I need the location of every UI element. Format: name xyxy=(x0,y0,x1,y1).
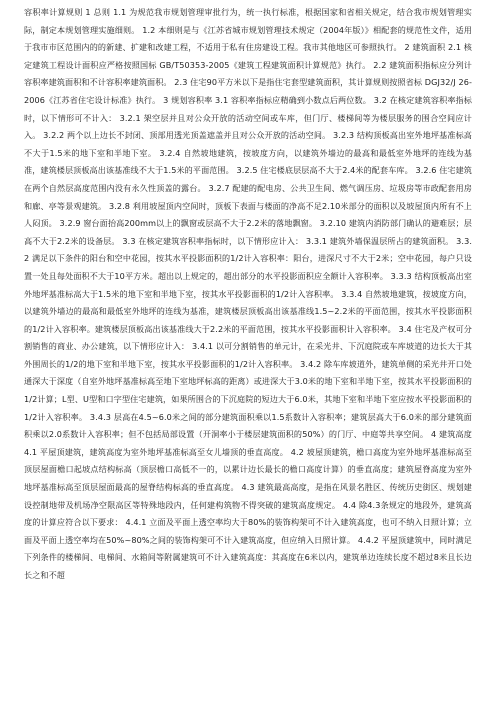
body-paragraph: 容积率计算规则 1 总则 1.1 为规范我市规划管理审批行为，统一执行标准，根据国家和省相关规定，结合我市规划管理实际，制定本规划管理实施细则。 1.2 本细则是与《江苏省城市规划管理技术规定（2004年版）》相配套的规范性文件，适用于我市市区范围内的的新建、扩建和改建工程，不适用于私有住房建设工程。我市其他地区可参照执行。 2 建筑面积 2.1 核定建筑工程设计面积应严格按照国标 GB/T50353-2005《建筑工程建筑面积计算规范》执行。 2.2 建筑面积指标应分列计容积率建筑面积和不计容积率建筑面积。 2.3 住宅90平方米以下是指住宅套型建筑面积，其计算规则按照省标 DGJ32/J 26-2006《江苏省住宅设计标准》执行。 3 规划容积率 3.1 容积率指标应精确到小数点后两位数。 3.2 在核定建筑容积率指标时，以下情形可不计入： 3.2.1 架空层并且对公众开放的活动空间或车库，但门厅、楼梯间等为楼层服务的围合空间应计入。 3.2.2 两个以上边长不封闭、顶部用透光顶盖遮盖并且对公众开放的活动空间。 3.2.3 结构顶板高出室外地坪基准标高不大于1.5米的地下室和半地下室。 3.2.4 自然坡地建筑，按坡度方向，以建筑外墙边的最高和最低室外地坪的连线为基准，建筑楼层顶板高出该基准线不大于1.5米的平面范围。 3.2.5 住宅楼底层层高不大于2.4米的配套车库。 3.2.6 住宅建筑在两个自然层高度范围内没有永久性顶盖的露台。 3.2.7 配建的配电房、公共卫生间、燃气调压房、垃圾房等市政配套用房和廊、亭等景观建筑。 3.2.8 利用坡屋顶内空间时，顶板下表面与楼面的净高不足2.10米部分的面积以及坡屋顶内所有不上人闷顶。 3.2.9 窗台面抬高200mm以上的飘窗或层高不大于2.2米的落地飘窗。 3.2.10 建筑内消防部门确认的避难层；层高不大于2.2米的设备层。 3.3 在核定建筑容积率指标时，以下情形应计入： 3.3.1 建筑外墙保温层所占的建筑面积。 3.3.2 满足以下条件的阳台和空中花园，按其水平投影面积的1/2计入容积率：阳台，进深尺寸不大于2米；空中花园，每户只设置一处且每处面积不大于10平方米。超出以上规定的，超出部分的水平投影面积应全额计入容积率。 3.3.3 结构顶板高出室外地坪基准标高大于1.5米的地下室和半地下室，按其水平投影面积的1/2计入容积率。 3.3.4 自然坡地建筑，按坡度方向，以建筑外墙边的最高和最低室外地坪的连线为基准，建筑楼层顶板高出该基准线1.5~2.2米的平面范围，按其水平投影面积的1/2计入容积率。建筑楼层顶板高出该基准线大于2.2米的平面范围，按其水平投影面积计入容积率。 3.4 住宅及产权可分割销售的商业、办公建筑，以下情形应计入： 3.4.1 以可分割销售的单元计，在采光井、下沉庭院或车库坡道的边长大于其外围周长的1/2的地下室和半地下室，按其水平投影面积的1/2计入容积率。 3.4.2 除车库坡道外，建筑单侧的采光井开口处通深大于深度（自室外地坪基准标高至地下室地坪标高的距离）或进深大于3.0米的地下室和半地下室，按其水平投影面积的1/2计算；L型、U型和口字型住宅建筑，如果所围合的下沉庭院的短边大于6.0米，其地下室和半地下室应按水平投影面积的1/2计入容积率。 3.4.3 层高在4.5~6.0米之间的部分建筑面积乘以1.5系数计入容积率；建筑层高大于6.0米的部分建筑面积乘以2.0系数计入容积率；但不包括局部设置（开洞率小于楼层建筑面积的50%）的门厅、中庭等共享空间。 4 建筑高度 4.1 平屋顶建筑，建筑高度为室外地坪基准标高至女儿墙顶的垂直高度。 4.2 坡屋顶建筑，檐口高度为室外地坪基准标高至顶层屋面檐口起坡点结构标高（顶层檐口高低不一的，以累计边长最长的檐口高度计算）的垂直高度；建筑屋脊高度为室外地坪基准标高至顶层屋面最高的屋脊结构标高的垂直高度。 4.3 建筑最高高度，是指在风景名胜区、传统历史街区、规划建设控制地带及机场净空限高区等特殊地段内，任何建构筑物不得突破的建筑高度规定。 4.4 除4.3条规定的地段外，建筑高度的计算应符合以下要求： 4.4.1 立面及平面上透空率均大于80%的装饰构架可不计入建筑高度，也可不纳入日照计算；立面及平面上透空率均在50%~80%之间的装饰构架可不计入建筑高度，但应纳入日照计算。 4.4.2 平屋顶建筑中，同时满足下列条件的楼梯间、电梯间、水箱间等附属建筑可不计入建筑高度：其高度在6米以内，建筑单边连续长度不超过8米且长边长之和不超 xyxy=(24,7,472,580)
